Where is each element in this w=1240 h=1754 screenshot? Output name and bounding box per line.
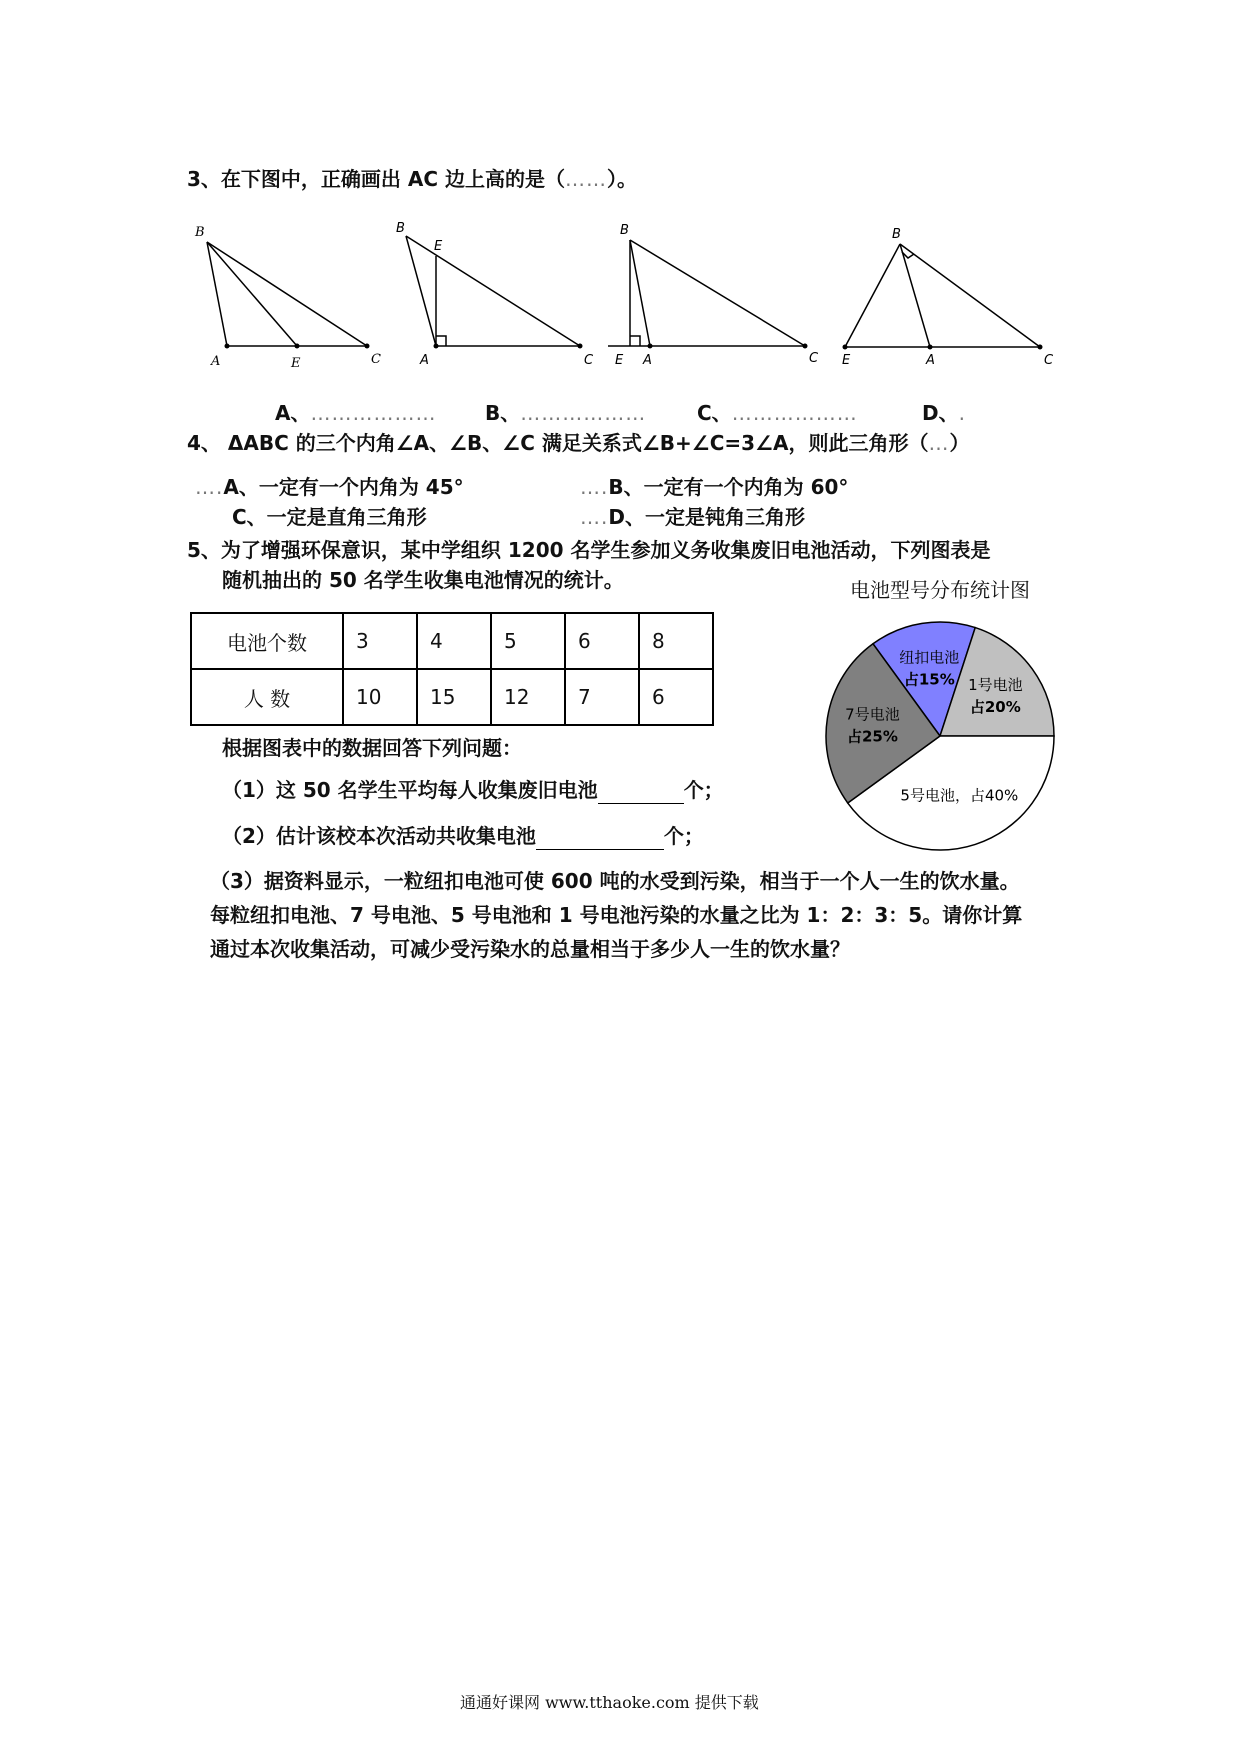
table-cell: 4 [417,613,491,669]
table-cell: 6 [565,613,639,669]
table-cell: 6 [639,669,713,725]
table-head-people: 人 数 [191,669,343,725]
fig4-label-c: C [1044,353,1054,368]
fig1-label-c: C [371,352,381,367]
table-cell: 7 [565,669,639,725]
fig1-label-b: B [195,225,205,240]
pie-percent-label: 占25% [846,727,898,746]
sub1-answer-blank[interactable] [598,777,684,804]
table-row [191,613,713,669]
q5-sub-1: （1）这 50 名学生平均每人收集废旧电池 个； [222,778,724,802]
q3-option-c: C、……………… [697,401,858,425]
q5-line-2: 随机抽出的 50 名学生收集电池情况的统计。 [222,568,624,592]
q5-sub-3-line-1: （3）据资料显示，一粒纽扣电池可使 600 吨的水受到污染，相当于一个人一生的饮水量。 [210,869,1020,893]
table-cell: 15 [417,669,491,725]
pie-label: 纽扣电池 [899,648,960,667]
q3-text: 3、在下图中，正确画出 AC 边上高的是（ [187,167,565,191]
q3-answer-dots: …… [565,167,607,191]
q3-figure-b [390,218,600,370]
table-cell: 3 [343,613,417,669]
q4-stem [187,430,970,456]
fig2-label-e: E [434,239,443,254]
pie-percent-label: 占20% [969,697,1021,716]
pie-label: 1号电池 [968,675,1023,694]
q5-line-1: 5、为了增强环保意识，某中学组织 1200 名学生参加义务收集废旧电池活动，下列图表是 [187,538,991,562]
table-cell: 10 [343,669,417,725]
q3-stem [187,166,637,192]
page-footer: 通通好课网 www.tthaoke.com 提供下载 [460,1693,759,1712]
q3-figure-a [185,222,395,372]
battery-pie-chart [820,616,1060,856]
q4-option-a: ….A、一定有一个内角为 45° [195,475,464,499]
fig1-label-e: E [291,356,301,371]
fig3-label-b: B [620,223,629,238]
q3-close: ）。 [607,167,637,191]
pie-percent-label: 占15% [903,670,955,689]
battery-table [190,612,714,726]
q4-answer-dots: … [928,431,950,455]
table-head-count: 电池个数 [191,613,343,669]
fig3-label-a: A [643,353,652,368]
q3-option-b: B、……………… [485,401,647,425]
q3-option-d: D、. [922,401,966,425]
table-cell: 12 [491,669,565,725]
q5-prompt: 根据图表中的数据回答下列问题： [222,736,522,760]
q5-sub-3-line-2: 每粒纽扣电池、7 号电池、5 号电池和 1 号电池污染的水量之比为 1：2：3：5。请你计算 [210,903,1023,927]
fig4-label-a: A [926,353,935,368]
q4-option-b: ….B、一定有一个内角为 60° [580,475,849,499]
fig3-label-c: C [809,351,819,366]
fig2-label-c: C [584,353,594,368]
pie-label: 7号电池 [845,705,900,724]
q5-sub-3-line-3: 通过本次收集活动，可减少受污染水的总量相当于多少人一生的饮水量？ [210,937,850,961]
sub2-answer-blank[interactable] [536,823,664,850]
q3-figure-d [830,222,1060,372]
fig3-label-e: E [615,353,624,368]
fig2-label-a: A [420,353,429,368]
q4-text: 4、 ΔABC 的三个内角∠A、∠B、∠C 满足关系式∠B+∠C=3∠A，则此三角形（ [187,431,929,455]
q3-figure-c [605,220,825,372]
table-cell: 5 [491,613,565,669]
q3-option-a: A、……………… [275,401,437,425]
table-row [191,669,713,725]
pie-label: 5号电池，占40% [900,786,1019,805]
q4-close: ） [949,431,970,455]
q4-option-d: ….D、一定是钝角三角形 [580,505,805,529]
chart-title: 电池型号分布统计图 [850,578,1030,602]
fig4-label-b: B [892,227,901,242]
fig2-label-b: B [396,221,405,236]
fig4-label-e: E [842,353,851,368]
fig1-label-a: A [211,354,221,369]
q5-sub-2: （2）估计该校本次活动共收集电池 个； [222,824,704,848]
q4-option-c: C、一定是直角三角形 [232,505,427,529]
table-cell: 8 [639,613,713,669]
